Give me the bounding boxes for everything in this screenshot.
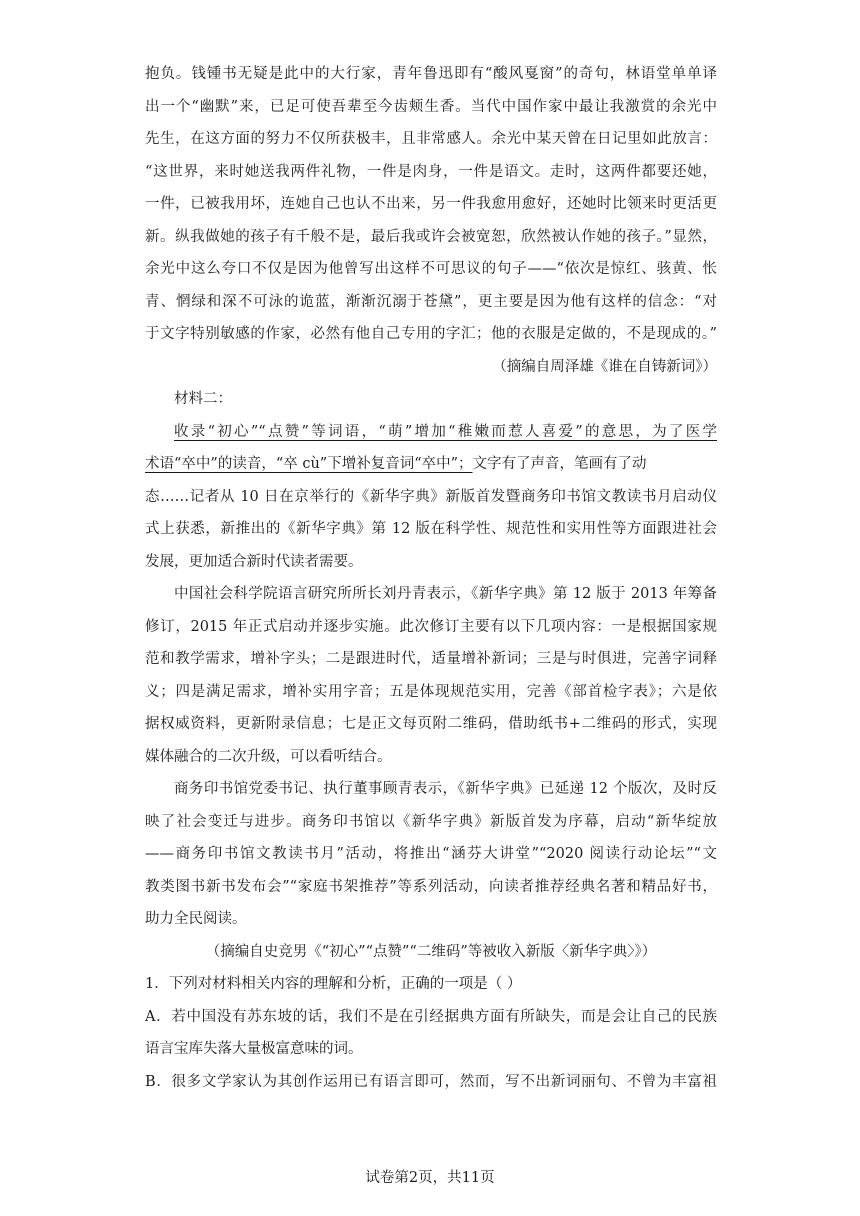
option-a-cont: 语言宝库失落大量极富意味的词。: [145, 1041, 363, 1057]
text-line: 范和教学需求，增补字头；二是跟进时代，适量增补新词；三是与时俱进，完善字词释: [145, 651, 717, 667]
text-line: 商务印书馆党委书记、执行董事顾青表示，《新华字典》已延递 12 个版次，及时反: [174, 781, 717, 797]
text-line: 新。纵我做她的孩子有千般不是，最后我或许会被宽恕，欣然被认作她的孩子。”显然，: [145, 228, 717, 245]
question-1: [145, 968, 717, 1098]
text-line: 映了社会变迁与进步。商务印书馆以《新华字典》新版首发为序幕，启动“新华绽放: [145, 813, 717, 830]
page-body: [145, 58, 717, 1098]
text-line: 媒体融合的二次升级，可以看听结合。: [145, 748, 392, 765]
text-line: 中国社会科学院语言研究所所长刘丹青表示，《新华字典》第 12 版于 2013 年筹备: [174, 586, 717, 602]
option-a: A．若中国没有苏东坡的话，我们不是在引经据典方面有所缺失，而是会让自己的民族: [145, 1008, 717, 1025]
underlined-text: 收录“初心”“点赞”等词语，“萌”增加“稚嫩而惹人喜爱”的意思，为了医学: [174, 423, 717, 440]
text-line: 余光中这么夸口不仅是因为他曾写出这样不可思议的句子——“依次是惊红、骇黄、怅: [145, 261, 717, 277]
text-line: 一件，已被我用坏，连她自己也认不出来，另一件我愈用愈好，还她时比领来时更活更: [145, 196, 717, 212]
text-line: [145, 448, 717, 481]
option-b: B．很多文学家认为其创作运用已有语言即可，然而，写不出新词丽句、不曾为丰富祖: [145, 1073, 717, 1090]
text-line: 青、惘绿和深不可泳的诡蓝，渐渐沉溺于苍黛”，更主要是因为他有这样的信念：“对: [145, 293, 717, 310]
text-line: 抱负。钱锺书无疑是此中的大行家，青年鲁迅即有“酸风戛窗”的奇句，林语堂单单译: [145, 66, 717, 82]
text-line: 发展，更加适合新时代读者需要。: [145, 553, 363, 570]
text-span: 文字有了声音，笔画有了动: [472, 456, 647, 472]
source-citation: （摘编自史竞男《“初心”“点赞”“二维码”等被收入新版〈新华字典〉》）: [205, 943, 657, 960]
text-line: 义；四是满足需求，增补实用字音；五是体现规范实用，完善《部首检字表》；六是依: [145, 683, 717, 700]
text-line: [145, 416, 717, 449]
material2: [145, 383, 717, 968]
page-footer: 试卷第2页，共11页: [365, 1170, 495, 1186]
text-line: 于文字特别敏感的作家，必然有他自己专用的字汇；他的衣服是定做的，不是现成的。”: [145, 326, 717, 342]
question-stem: 1．下列对材料相关内容的理解和分析，正确的一项是（ ）: [145, 976, 522, 992]
text-line: 助力全民阅读。: [145, 911, 247, 927]
material-heading: 材料二：: [174, 391, 232, 407]
text-line: 据权威资料，更新附录信息；七是正文每页附二维码，借助纸书+二维码的形式，实现: [145, 716, 717, 732]
text-line: 式上获悉，新推出的《新华字典》第 12 版在科学性、规范性和实用性等方面跟进社会: [145, 521, 717, 537]
source-citation: （摘编自周泽雄《谁在自铸新词》）: [492, 358, 717, 375]
text-line: 教类图书新书发布会”“家庭书架推荐”等系列活动，向读者推荐经典名著和精品好书，: [145, 878, 717, 895]
text-line: 修订，2015 年正式启动并逐步实施。此次修订主要有以下几项内容：一是根据国家规: [145, 618, 717, 635]
text-line: 出一个“幽默”来，已足可使吾辈至今齿颊生香。当代中国作家中最让我激赏的余光中: [145, 98, 717, 115]
text-line: “这世界，来时她送我两件礼物，一件是肉身，一件是语文。走时，这两件都要还她，: [145, 163, 717, 180]
material1-tail: [145, 58, 717, 383]
text-line: 态……记者从 10 日在京举行的《新华字典》新版首发暨商务印书馆文教读书月启动仪: [145, 488, 717, 505]
text-line: 先生，在这方面的努力不仅所获极丰，且非常感人。余光中某天曾在日记里如此放言：: [145, 131, 717, 147]
text-line: ——商务印书馆文教读书月”活动，将推出“涵芬大讲堂”“2020 阅读行动论坛”“文: [145, 846, 717, 862]
underlined-text: 术语“卒中”的读音，“卒 cù”下增补复音词“卒中”；: [145, 456, 473, 472]
